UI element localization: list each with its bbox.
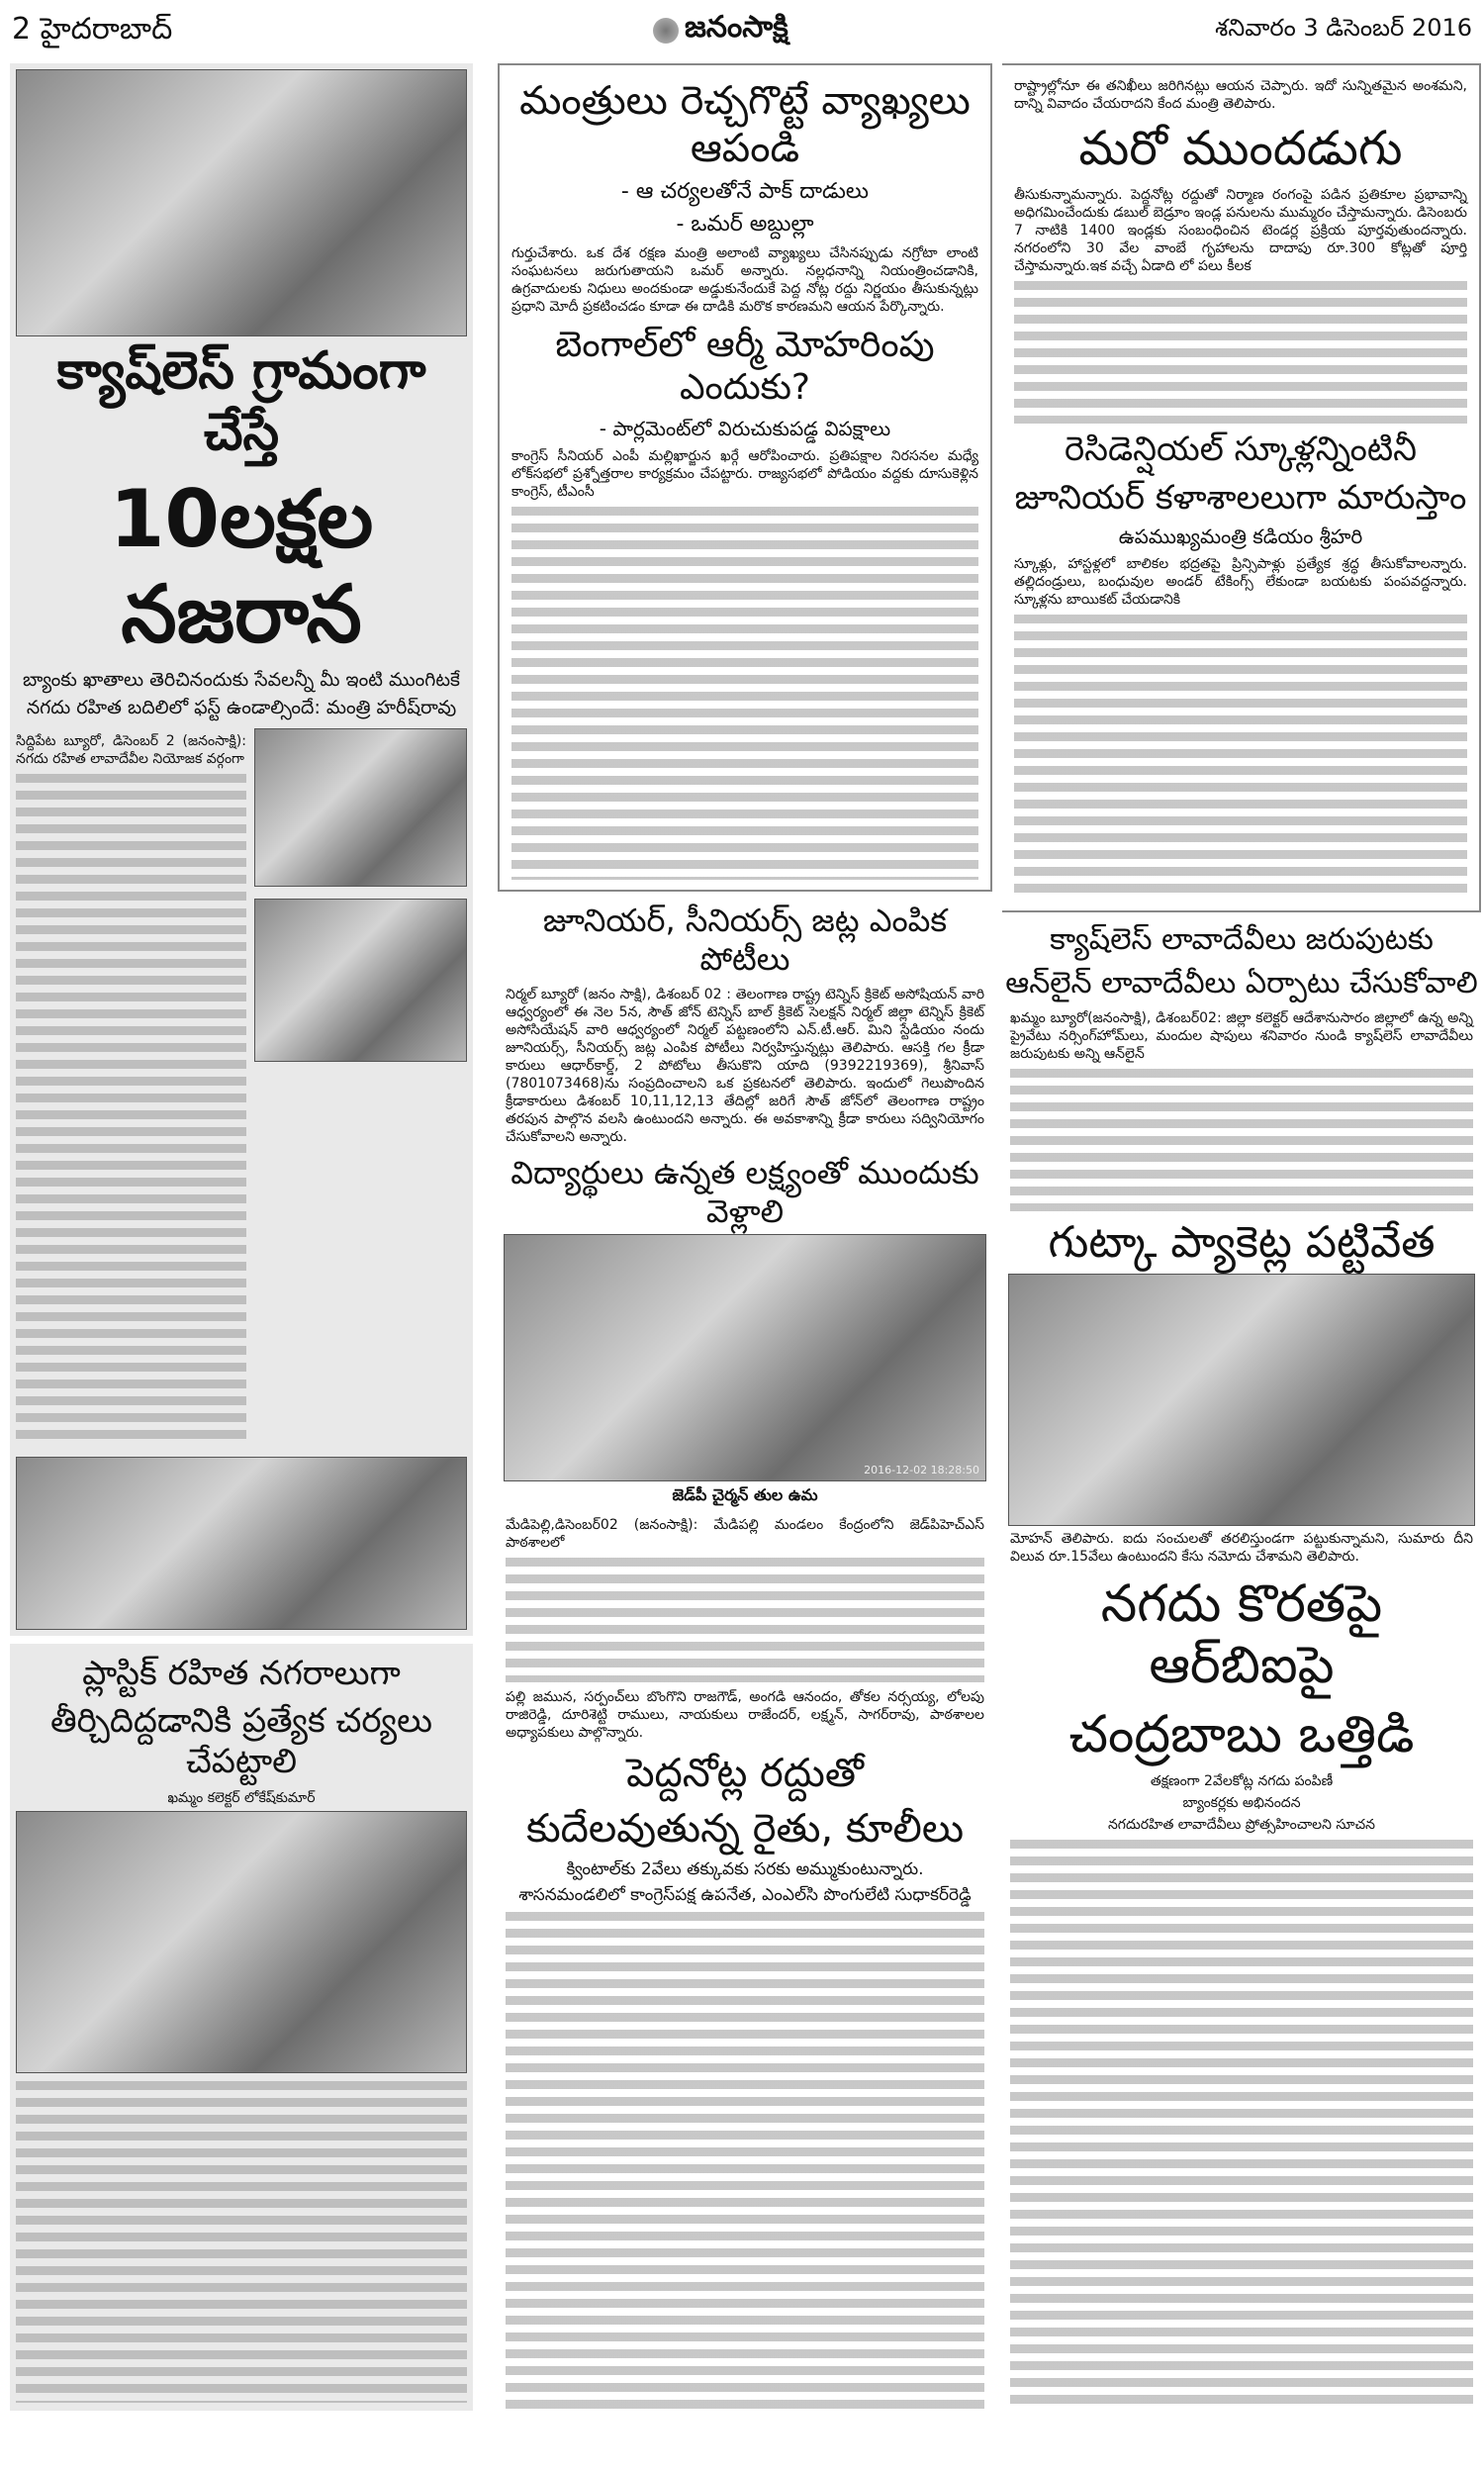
headline: బెంగాల్‌లో ఆర్మీ మోహరింపు ఎందుకు? [555,325,935,409]
minister-photo [254,728,467,887]
article-body-text [16,774,246,1446]
article-body: రాష్ట్రాల్లోనూ ఈ తనిఖీలు జరిగినట్లు ఆయన చెప్పారు. ఇదో సున్నితమైన అంశమని, దాన్ని వివాదం చేయరాదని కేంద మంత్రి తెలిపారు. [1014,78,1467,112]
headline: జూనియర్, సీనియర్స్ జట్ల ఎంపిక పోటీలు [542,902,948,978]
headline: ప్లాస్టిక్ రహిత నగరాలుగా [82,1653,401,1693]
article-body-text [1014,281,1467,424]
article-body-text [506,1558,984,1682]
headline: విద్యార్థులు ఉన్నత లక్ష్యంతో ముందుకు వెళ్లాలి [510,1154,979,1230]
headline: గుట్కా ప్యాకెట్ల పట్టివేత [1048,1216,1436,1268]
subheadline: బ్యాంకర్లకు అభినందన [1182,1794,1301,1811]
masthead-title: జనంసాక్షి [685,10,788,45]
subheadline: - ఒమర్ అబ్దుల్లా [676,211,814,237]
article-body: పల్లి జమున, సర్పంచ్‌లు బొంగొని రాజగౌడ్, అంగడి ఆనందం, తోకల నర్సయ్య, లోలపు రాజిరెడ్డి, దూరిశెట్టి రాములు, నాయకులు రాజేందర్, లక్ష్మన్, సాగర్‌రావు, పాఠశాలల అధ్యాపకులు పాల్గొన్నారు. [506,1688,984,1741]
story1-body-row [16,728,467,1448]
article-body: మేడిపెల్లి,డిసెంబర్02 (జనంసాక్షి): మేడిపల్లి మండలం కేంద్రంలోని జెడ్‌పిహెచ్‌ఎస్ పాఠశాలలో [506,1517,984,1552]
subheadline: తక్షణంగా 2వేలకోట్ల నగదు పంపిణీ [1150,1772,1334,1789]
photo-timestamp: 2016-12-02 18:28:50 [864,1464,979,1477]
article-body-text [1010,1069,1473,1211]
minister-speech-photo [16,69,467,336]
headline: 10లక్షల నజరాన [109,472,374,660]
article-body-text [1014,615,1467,900]
article-body: కాంగ్రెస్ సీనియర్ ఎంపీ మల్లిఖార్జున ఖర్గే ఆరోపించారు. ప్రతిపక్షాల నిరసనల మధ్యే లోక్‌సభలో ప్రశ్నోత్తరాల కార్యక్రమం చేపట్టారు. రాజ్యసభలో పోడియం వద్దకు దూసుకెళ్లిన కాంగ్రెస్, టీఎంసీ [511,447,978,500]
article-body: మోహన్ తెలిపారు. ఐదు సంచులతో తరలిస్తుండగా పట్టుకున్నామని, సుమారు దీని విలువ రూ.15వేలు ఉంటుందని కేసు నమోదు చేశామని తెలిపారు. [1010,1530,1473,1565]
middle-column [498,63,992,2411]
article-body-text [1010,1840,1473,2411]
headline: జూనియర్ కళాశాలలుగా మారుస్తాం [1014,477,1467,518]
police-seizure-photo [1008,1274,1475,1526]
article-body-text [511,507,978,881]
article-body: గుర్తుచేశారు. ఒక దేశ రక్షణ మంత్రి అలాంటి వ్యాఖ్యలు చేసినప్పుడు నగ్రోటా లాంటి సంఘటనలు జరుగుతాయని ఒమర్ అన్నారు. నల్లధనాన్ని నియంత్రించడానికి, ఉగ్రవాదులకు నిధులు అందకుండా అడ్డుకునేందుకే పెద్ద నోట్ల రద్దు నిర్ణయం తీసుకున్నట్లు ప్రధాని మోదీ ప్రకటించడం కూడా ఈ దాడికి మరొక కారణమని ఆయన పేర్కొన్నారు. [511,245,978,316]
zp-chairman-photo [504,1234,986,1481]
subheadline: నగదురహిత లావాదేవీలు ప్రోత్సహించాలని సూచన [1107,1817,1375,1834]
left-story1 [10,63,473,1636]
article-body-text [16,2081,467,2403]
subheadline: - పార్లమెంట్‌లో విరుచుకుపడ్డ విపక్షాలు [599,416,891,440]
headline: చంద్రబాబు ఒత్తిడి [1068,1705,1415,1765]
headline: పెద్దనోట్ల రద్దుతో [626,1750,864,1796]
right-box [1002,63,1481,912]
page-date: శనివారం 3 డిసెంబర్ 2016 [1215,14,1472,42]
headline: నగదు కొరతపై ఆర్‌బిఐపై [1100,1573,1383,1696]
headline: మంత్రులు రెచ్చగొట్టే వ్యాఖ్యలు ఆపండి [519,78,971,171]
masthead [653,10,788,51]
masthead-logo-icon [653,18,679,44]
right-column [1002,63,1481,2411]
women-meeting-photo [254,899,467,1062]
article-body: తీసుకున్నామన్నారు. పెద్దనోట్ల రద్దుతో నిర్మాణ రంగంపై పడిన ప్రతికూల ప్రభావాన్ని అధిగమించేందుకు డబుల్ బెడ్రూం ఇండ్ల పనులను ముమ్మరం చేస్తామన్నారు. డిసెంబరు 7 నాటికి 1400 ఇండ్లకు సంబంధించిన టెండర్ల ప్రక్రియ పూర్తవుతుందన్నారు. నగరంలోని 30 వేల వాంబే గృహాలను దాదాపు రూ.300 కోట్లతో పూర్తి చేస్తామన్నారు.ఇక వచ్చే ఏడాది లో పలు కీలక [1014,186,1467,274]
headline: ఆన్‌లైన్ లావాదేవీలు ఏర్పాటు చేసుకోవాలి [1005,965,1478,1000]
article-body: సిద్దిపేట బ్యూరో, డిసెంబర్ 2 (జనంసాక్షి): నగదు రహిత లావాదేవీల నియోజక వర్గంగా [16,733,246,768]
article-body: స్కూళ్లు, హాస్టళ్లలో బాలికల భద్రతపై ప్రిన్సిపాళ్లు ప్రత్యేక శ్రద్ధ తీసుకోవాలన్నారు. తల్లిదండ్రులు, బంధువుల అండర్ టేకింగ్స్ లేకుండా బయటకు పంపవద్దన్నారు. స్కూళ్లను బాయికట్ చేయడానికి [1014,556,1467,609]
article-body: నిర్మల్ బ్యూరో (జనం సాక్షి), డిశంబర్ 02 : తెలంగాణ రాష్ట్ర టెన్నిస్ క్రికెట్ అసోషియన్ వారి ఆధ్వర్యంలో ఈ నెల 5న, సౌత్ జోన్ టెన్నిస్ బాల్ క్రికెట్ సెలక్షన్ నిర్మల్ జిల్లా టెన్నిస్ క్రికెట్ అసోసియేషన్ వారి ఆధ్వర్యంలో నిర్మల్ పట్టణంలోని ఎన్.టీ.ఆర్. మిని స్టేడియం నందు జూనియర్స్, సీనియర్స్ జట్ల ఎంపిక పోటీలు నిర్వహిస్తున్నట్లు తెలిపారు. ఆసక్తి గల క్రీడా కారులు ఆధార్‌కార్డ్, 2 పోటోలు తీసుకొని యాది (9392219369), శ్రీనివాస్ (7801073468)ను సంప్రదించాలని ఒక ప్రకటనలో తెలిపారు. ఇందులో గెలుపొందిన క్రీడాకారులు డిశంబర్ 10,11,12,13 తేదిల్లో జరిగే సౌత్ జోన్‌లో తెలంగాణ రాష్ట్రం తరపున పాల్గొన వలసి ఉంటుందని అన్నారు. ఈ అవకాశాన్ని క్రీడా కారులు సద్వినియోగం చేసుకోవాలని అన్నారు. [506,987,984,1146]
headline: తీర్చిదిద్దడానికి ప్రత్యేక చర్యలు చేపట్టాలి [50,1701,432,1782]
column-gap [10,1636,473,1644]
headline: మరో ముందడుగు [1078,121,1403,176]
article-body-text [506,1912,984,2411]
headline: కుదేలవుతున్న రైతు, కూలీలు [525,1805,965,1852]
subheadline: శాసనమండలిలో కాంగ్రెస్‌పక్ష ఉపనేత, ఎంఎల్‌సి పొంగులేటి సుధాకర్‌రెడ్డి [518,1885,972,1906]
subheadline: బ్యాంకు ఖాతాలు తెరిచినందుకు సేవలన్నీ మీ ఇంటి ముంగిటకే [23,668,460,691]
story1-photos [254,728,467,1448]
subheadline: క్వింటాల్‌కు 2వేలు తక్కువకు సరకు అమ్ముకుంటున్నారు. [566,1858,924,1879]
left-column [10,63,473,2411]
byline: ఖమ్మం కలెక్టర్ లోకేష్‌కుమార్ [167,1789,316,1806]
crowd-photo [16,1457,467,1630]
page-section: 2 హైదరాబాద్ [12,12,173,47]
article-body: ఖమ్మం బ్యూరో(జనంసాక్షి), డిశంబర్02: జిల్లా కలెక్టర్ ఆదేశానుసారం జిల్లాలో ఉన్న అన్ని ప్రైవేటు నర్సింగ్‌హోమ్‌లు, మందుల షాపులు శనివారం నుండి క్యాష్‌లెస్ లావాదేవీలు జరుపుటకు అన్ని ఆన్‌లైన్ [1010,1009,1473,1062]
subheadline: - ఆ చర్యలతోనే పాక్ దాడులు [620,179,870,204]
subheadline: ఉపముఖ్యమంత్రి కడియం శ్రీహరి [1118,524,1363,549]
collector-meeting-photo [16,1811,467,2073]
headline: రెసిడెన్షియల్ స్కూళ్లన్నింటినీ [1064,428,1418,469]
middle-box [498,63,992,892]
subheadline: నగదు రహిత బదిలిలో ఫస్ట్ ఉండాల్సిందే: మంత్రి హరీష్‌రావు [26,697,457,719]
photo-caption: జెడ్‌పీ చైర్మన్ తుల ఉమ [672,1485,818,1505]
headline: క్యాష్‌లెస్ లావాదేవీలు జరుపుటకు [1050,921,1434,957]
story1-body-column [16,728,246,1448]
headline: క్యాష్‌లెస్ గ్రామంగా చేస్తే [56,341,426,463]
left-story2 [10,1644,473,2411]
